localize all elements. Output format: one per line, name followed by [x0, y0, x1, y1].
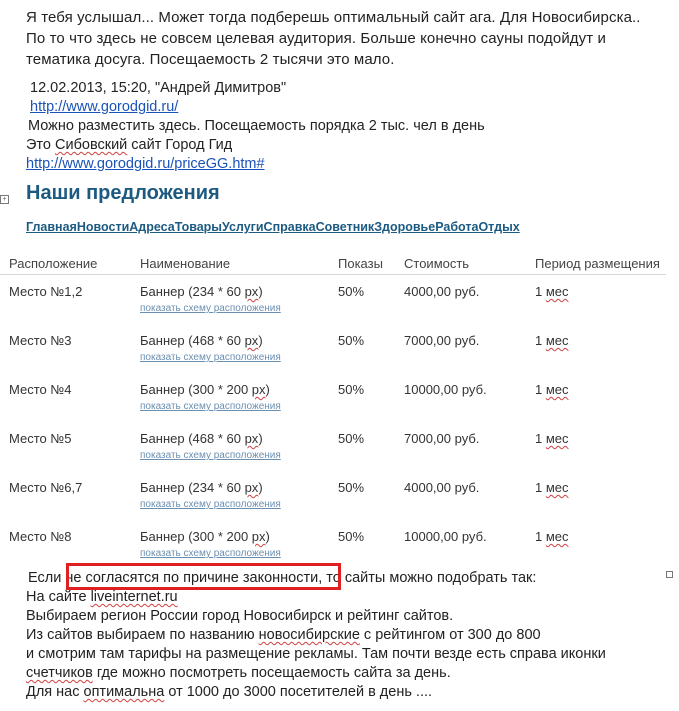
- offers-title: Наши предложения: [26, 182, 220, 204]
- menu-item-work[interactable]: Работа: [435, 220, 479, 234]
- cell-cost: 4000,00 руб.: [404, 480, 480, 495]
- cell-shows: 50%: [338, 480, 365, 495]
- highlight-annotation-box: [66, 563, 341, 590]
- cell-cost: 7000,00 руб.: [404, 431, 480, 446]
- cell-cost: 4000,00 руб.: [404, 284, 480, 299]
- quote-header: 12.02.2013, 15:20, "Андрей Димитров": [30, 80, 287, 96]
- intro-line-1: Я тебя услышал... Может тогда подберешь оптимальный сайт ага. Для Новосибирска..: [26, 9, 641, 26]
- menu-item-home[interactable]: Главная: [26, 220, 77, 234]
- cell-location: Место №1,2: [9, 284, 83, 299]
- cell-location: Место №8: [9, 529, 72, 544]
- menu-item-advisor[interactable]: Советник: [315, 220, 375, 234]
- menu-item-news[interactable]: Новости: [76, 220, 130, 234]
- gorodgid-link[interactable]: http://www.gorodgid.ru/: [30, 99, 179, 115]
- cell-shows: 50%: [338, 333, 365, 348]
- cell-cost: 7000,00 руб.: [404, 333, 480, 348]
- bottom-line-2: На сайте liveinternet.ru: [26, 589, 178, 605]
- bottom-line-7: Для нас оптимальна от 1000 до 3000 посетителей в день ....: [26, 684, 433, 700]
- cell-name: Баннер (234 * 60 px) показать схему расположения: [131, 275, 329, 325]
- show-scheme-link[interactable]: показать схему расположения: [140, 303, 281, 314]
- header-location: Расположение: [0, 256, 131, 275]
- quote-line-1: Можно разместить здесь. Посещаемость порядка 2 тыс. чел в день: [28, 118, 485, 134]
- intro-line-3: тематика досуга. Посещаемость 2 тысячи это мало.: [26, 51, 395, 68]
- show-scheme-link[interactable]: показать схему расположения: [140, 352, 281, 363]
- table-row: [0, 373, 666, 422]
- table-header-row: [0, 256, 666, 275]
- table-move-handle-icon[interactable]: +: [0, 195, 9, 204]
- cell-period: 1 мес: [535, 284, 569, 299]
- table-row: [0, 471, 666, 520]
- cell-location: Место №4: [9, 382, 72, 397]
- site-menu: [26, 220, 520, 234]
- header-period: Период размещения: [526, 256, 666, 275]
- cell-shows: 50%: [338, 284, 365, 299]
- show-scheme-link[interactable]: показать схему расположения: [140, 450, 281, 461]
- table-row: [0, 422, 666, 471]
- menu-item-help[interactable]: Справка: [263, 220, 316, 234]
- bottom-line-4: Из сайтов выбираем по названию новосибирские с рейтингом от 300 до 800: [26, 627, 541, 643]
- menu-item-health[interactable]: Здоровье: [374, 220, 436, 234]
- cell-name: Баннер (234 * 60 px) показать схему расположения: [131, 471, 329, 520]
- cell-location: Место №3: [9, 333, 72, 348]
- cell-period: 1 мес: [535, 382, 569, 397]
- cell-shows: 50%: [338, 382, 365, 397]
- cell-shows: 50%: [338, 529, 365, 544]
- menu-item-services[interactable]: Услуги: [221, 220, 264, 234]
- table-row: [0, 275, 666, 325]
- highlighted-phrase: не согласятся по причине законности: [65, 570, 319, 586]
- cell-name: Баннер (468 * 60 px) показать схему расположения: [131, 422, 329, 471]
- header-shows: Показы: [329, 256, 395, 275]
- intro-line-2: По то что здесь не совсем целевая аудитория. Больше конечно сауны подойдут и: [26, 30, 606, 47]
- intro-paragraph: [26, 7, 641, 70]
- resize-handle-icon[interactable]: [666, 571, 673, 578]
- cell-name: Баннер (468 * 60 px) показать схему расположения: [131, 324, 329, 373]
- cell-shows: 50%: [338, 431, 365, 446]
- cell-name: Баннер (300 * 200 px) показать схему расположения: [131, 520, 329, 569]
- quote-line-2: Это Сибовский сайт Город Гид: [26, 137, 233, 153]
- table-row: [0, 520, 666, 569]
- menu-item-leisure[interactable]: Отдых: [478, 220, 520, 234]
- menu-item-goods[interactable]: Товары: [174, 220, 222, 234]
- pricelist-link[interactable]: http://www.gorodgid.ru/priceGG.htm#: [26, 156, 265, 172]
- cell-location: Место №6,7: [9, 480, 83, 495]
- header-cost: Стоимость: [395, 256, 526, 275]
- table-row: [0, 324, 666, 373]
- quoted-message: [26, 79, 485, 174]
- show-scheme-link[interactable]: показать схему расположения: [140, 548, 281, 559]
- menu-item-addresses[interactable]: Адреса: [129, 220, 175, 234]
- bottom-line-5: и смотрим там тарифы на размещение рекламы. Там почти везде есть справа иконки: [26, 646, 606, 662]
- header-name: Наименование: [131, 256, 329, 275]
- cell-period: 1 мес: [535, 529, 569, 544]
- bottom-line-6: счетчиков где можно посмотреть посещаемость сайта за день.: [26, 665, 451, 681]
- show-scheme-link[interactable]: показать схему расположения: [140, 401, 281, 412]
- show-scheme-link[interactable]: показать схему расположения: [140, 499, 281, 510]
- cell-cost: 10000,00 руб.: [404, 382, 487, 397]
- cell-period: 1 мес: [535, 333, 569, 348]
- cell-period: 1 мес: [535, 480, 569, 495]
- cell-name: Баннер (300 * 200 px) показать схему расположения: [131, 373, 329, 422]
- price-table: [0, 256, 666, 569]
- bottom-line-1: Если не согласятся по причине законности, то сайты можно подобрать так:: [28, 570, 537, 586]
- cell-period: 1 мес: [535, 431, 569, 446]
- bottom-line-3: Выбираем регион России город Новосибирск и рейтинг сайтов.: [26, 608, 454, 624]
- cell-cost: 10000,00 руб.: [404, 529, 487, 544]
- cell-location: Место №5: [9, 431, 72, 446]
